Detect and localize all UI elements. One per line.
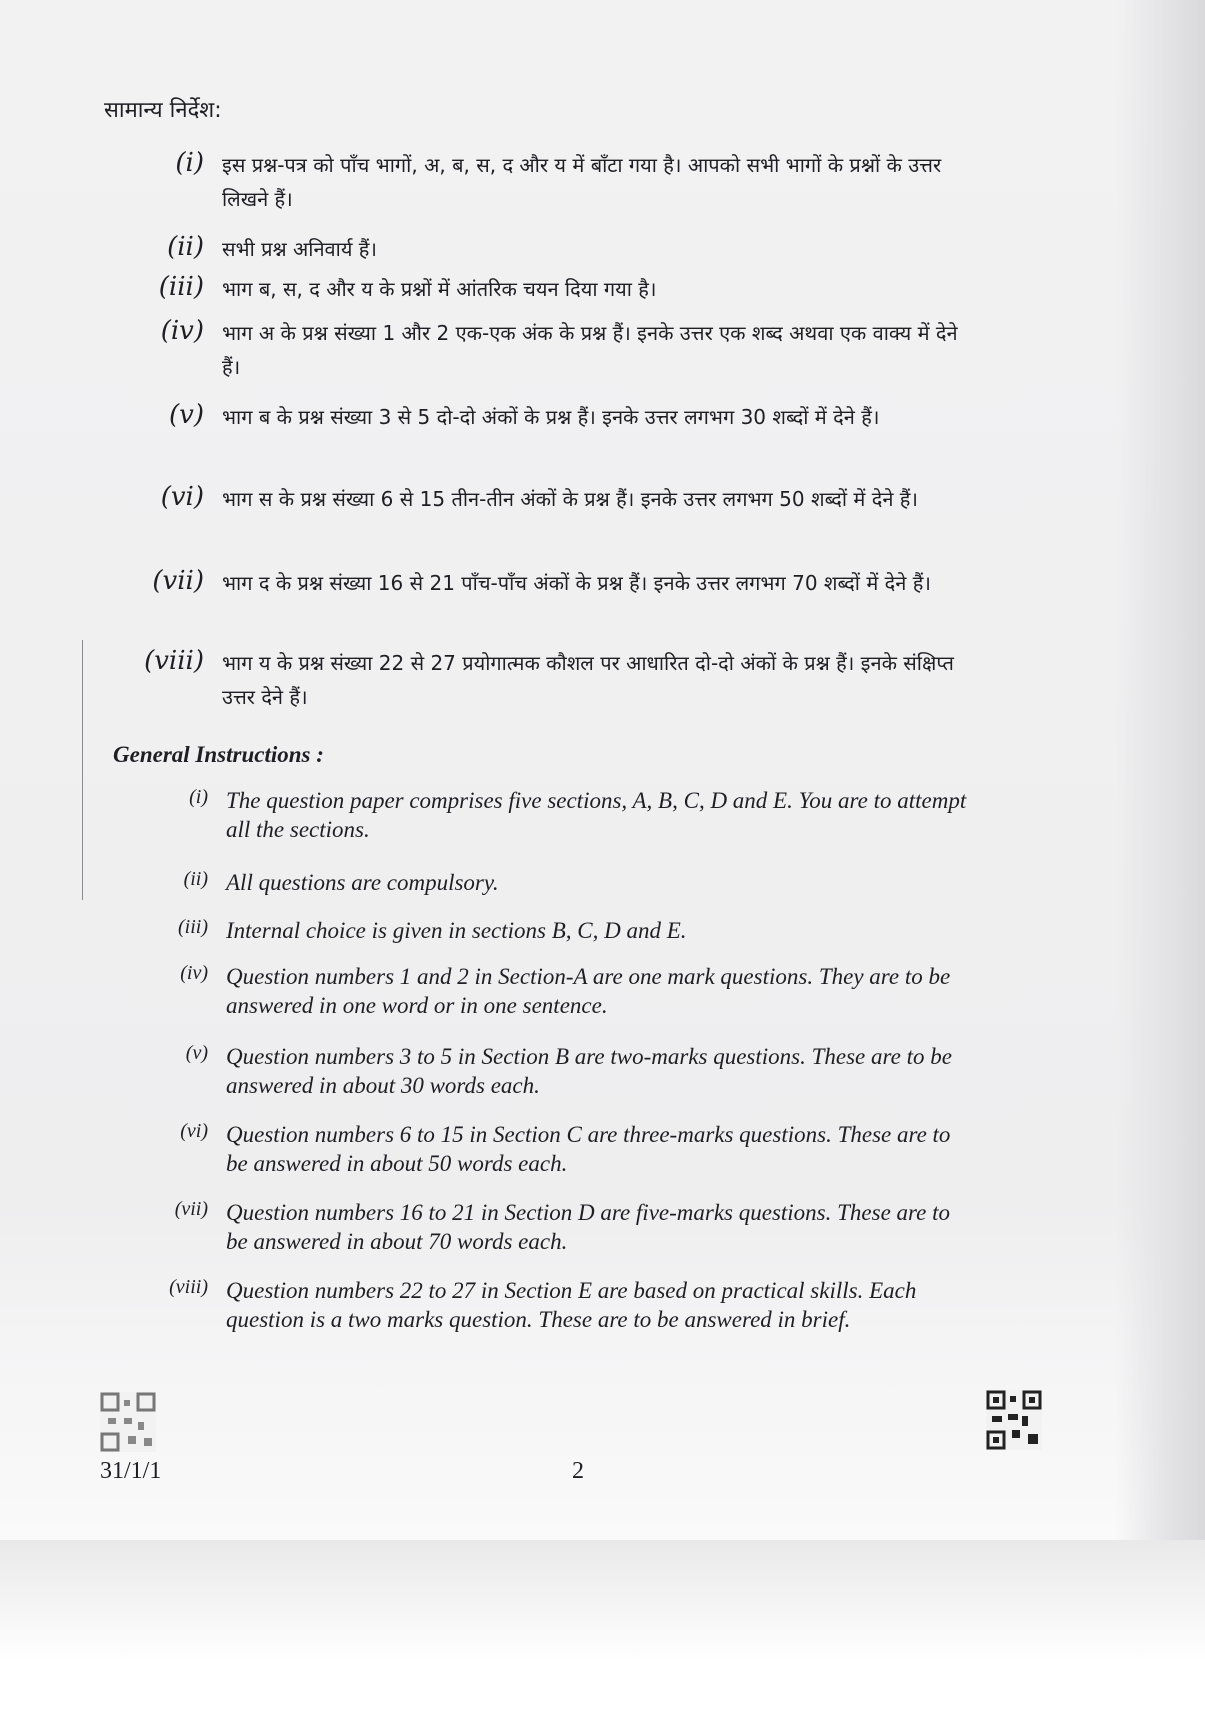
page-number: 2 [572,1458,584,1484]
english-instruction-item [114,1120,976,1178]
margin-line [82,640,83,900]
hindi-instruction-item [96,148,962,216]
english-instruction-item [114,786,976,844]
qr-code-icon [986,1390,1042,1450]
item-number: (vii) [152,566,204,596]
item-text: Question numbers 6 to 15 in Section C are three-marks questions. These are to be answered in about 50 words each. [226,1122,951,1176]
item-text: इस प्रश्न-पत्र को पाँच भागों, अ, ब, स, द और य में बाँटा गया है। आपको सभी भागों के प्रश्नों के उत्तर लिखने हैं। [222,153,942,211]
item-number: (i) [175,148,204,178]
item-text: भाग ब, स, द और य के प्रश्नों में आंतरिक चयन दिया गया है। [222,277,657,301]
english-instructions-heading: General Instructions : [113,742,324,767]
item-text: Question numbers 3 to 5 in Section B are two-marks questions. These are to be answered in about 30 words each. [226,1044,952,1098]
item-text: भाग ब के प्रश्न संख्या 3 से 5 दो-दो अंकों के प्रश्न हैं। इनके उत्तर लगभग 30 शब्दों में देने हैं। [222,405,880,429]
item-number: (iv) [180,962,208,984]
english-instruction-item [114,1198,976,1256]
english-instruction-item [114,962,976,1020]
page-fold-shadow [1115,0,1205,1540]
english-instruction-item [114,868,976,897]
item-number: (iii) [158,272,204,302]
item-text: भाग अ के प्रश्न संख्या 1 और 2 एक-एक अंक के प्रश्न हैं। इनके उत्तर एक शब्द अथवा एक वाक्य में देने हैं। [222,321,958,379]
item-number: (vi) [160,482,204,512]
hindi-instruction-item [96,482,962,516]
item-text: Internal choice is given in sections B, C, D and E. [226,918,687,943]
hindi-instruction-item [96,400,962,434]
page-bottom-shadow [0,1540,1205,1718]
item-number: (iii) [178,916,208,938]
item-number: (i) [189,786,208,808]
item-number: (viii) [169,1276,208,1298]
item-text: Question numbers 22 to 27 in Section E are based on practical skills. Each question is a two marks question. These are to be answered in brief. [226,1278,917,1332]
hindi-instruction-item [96,646,962,714]
hindi-instruction-item [96,232,962,266]
item-number: (v) [169,400,204,430]
english-instruction-item [114,916,976,945]
item-text: The question paper comprises five sections, A, B, C, D and E. You are to attempt all the sections. [226,788,967,842]
item-number: (vi) [180,1120,208,1142]
hindi-instruction-item [96,272,962,306]
item-number: (ii) [167,232,204,262]
hindi-instruction-item [96,566,962,600]
paper-code: 31/1/1 [100,1458,162,1484]
item-text: Question numbers 16 to 21 in Section D are five-marks questions. These are to be answered in about 70 words each. [226,1200,950,1254]
item-number: (viii) [144,646,204,676]
item-text: सभी प्रश्न अनिवार्य हैं। [222,237,378,261]
qr-code-icon [100,1392,156,1452]
english-instruction-item [114,1042,976,1100]
item-number: (ii) [183,868,208,890]
item-text: Question numbers 1 and 2 in Section-A are one mark questions. They are to be answered in one word or in one sentence. [226,964,951,1018]
hindi-instruction-item [96,316,962,384]
item-text: All questions are compulsory. [226,870,499,895]
english-instruction-item [114,1276,976,1334]
item-number: (iv) [160,316,204,346]
hindi-instructions-heading: सामान्य निर्देश: [104,98,222,123]
item-number: (vii) [174,1198,208,1220]
item-number: (v) [185,1042,208,1064]
item-text: भाग द के प्रश्न संख्या 16 से 21 पाँच-पाँच अंकों के प्रश्न हैं। इनके उत्तर लगभग 70 शब्दों में देने हैं। [222,571,931,595]
item-text: भाग य के प्रश्न संख्या 22 से 27 प्रयोगात्मक कौशल पर आधारित दो-दो अंकों के प्रश्न हैं। इनके संक्षिप्त उत्तर देने हैं। [222,651,954,709]
item-text: भाग स के प्रश्न संख्या 6 से 15 तीन-तीन अंकों के प्रश्न हैं। इनके उत्तर लगभग 50 शब्दों में देने हैं। [222,487,918,511]
